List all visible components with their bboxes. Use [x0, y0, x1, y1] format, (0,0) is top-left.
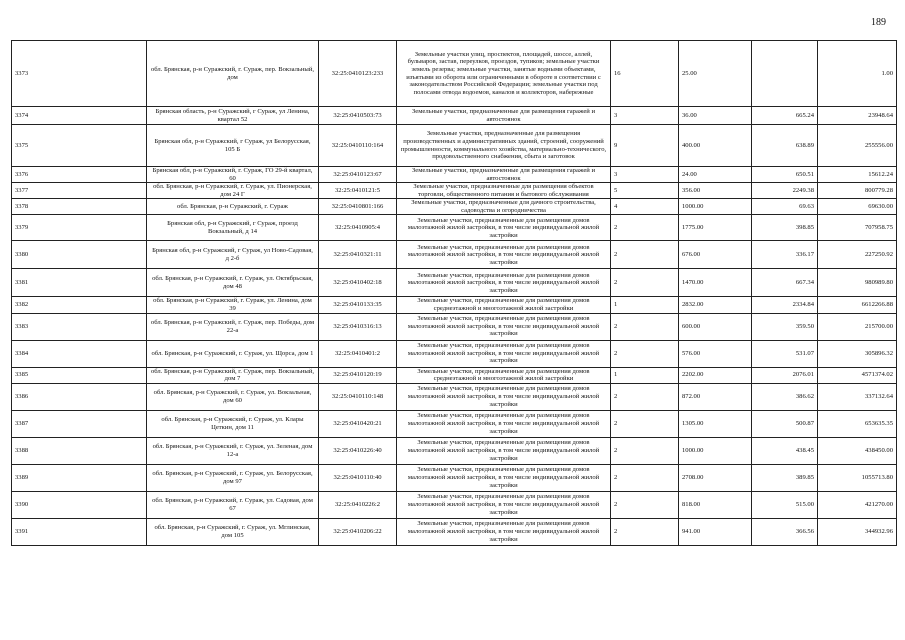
land-use-cell: Земельные участки, предназначенные для размещения домов малоэтажной жилой застройки, в том числе индивидуальной жилой застройки: [397, 313, 611, 340]
address-cell: обл. Брянская, р-н Суражский, г. Сураж, ул. Зеленая, дом 12-а: [147, 437, 319, 464]
land-use-cell: Земельные участки, предназначенные для размещения домов малоэтажной жилой застройки, в том числе индивидуальной жилой застройки: [397, 269, 611, 297]
area-cell: 24.00: [679, 167, 752, 183]
cadastral-number-cell: 32:25:0410120:19: [319, 367, 397, 383]
group-code-cell: 1: [611, 297, 679, 313]
cadastral-number-cell: 32:25:0410123:67: [319, 167, 397, 183]
area-cell: 1775.00: [679, 215, 752, 241]
cadastral-number-cell: 32:25:0410905:4: [319, 215, 397, 241]
cadastral-value-cell: 344932.96: [818, 518, 897, 545]
table-row: [12, 297, 897, 313]
row-number: 3385: [12, 367, 147, 383]
cadastral-number-cell: 32:25:0410110:148: [319, 383, 397, 410]
cadastral-number-cell: 32:25:0410133:35: [319, 297, 397, 313]
group-code-cell: 2: [611, 464, 679, 491]
table-row: [12, 518, 897, 545]
address-cell: обл. Брянская, р-н Суражский, г. Сураж, ул. Вокзальная, дом 60: [147, 383, 319, 410]
unit-value-cell: 650.51: [752, 167, 818, 183]
area-cell: 1470.00: [679, 269, 752, 297]
cadastral-number-cell: 32:25:0410401:2: [319, 340, 397, 367]
unit-value-cell: 638.89: [752, 125, 818, 167]
table-row: [12, 383, 897, 410]
unit-value-cell: 500.87: [752, 410, 818, 437]
table-row: [12, 125, 897, 167]
cadastral-number-cell: 32:25:0410226:40: [319, 437, 397, 464]
cadastral-value-cell: 305896.32: [818, 340, 897, 367]
address-cell: обл. Брянская, р-н Суражский, г. Сураж, пер. Победы, дом 22-а: [147, 313, 319, 340]
area-cell: 941.00: [679, 518, 752, 545]
address-cell: Брянская область, р-н Суражский, г Сураж, ул Ленина, квартал 52: [147, 107, 319, 125]
cadastral-value-cell: 1055713.80: [818, 464, 897, 491]
group-code-cell: 2: [611, 383, 679, 410]
row-number: 3382: [12, 297, 147, 313]
area-cell: 576.00: [679, 340, 752, 367]
land-use-cell: Земельные участки, предназначенные для размещения домов малоэтажной жилой застройки, в том числе индивидуальной жилой застройки: [397, 491, 611, 518]
group-code-cell: 2: [611, 241, 679, 269]
unit-value-cell: 531.07: [752, 340, 818, 367]
cadastral-value-cell: 15612.24: [818, 167, 897, 183]
page-number: 189: [871, 17, 886, 28]
cadastral-number-cell: 32:25:0410503:73: [319, 107, 397, 125]
land-use-cell: Земельные участки, предназначенные для размещения производственных и административных зданий, строений, сооружений промышленности, коммунального хозяйства, материально-технического, продовольственного снабжения, сбыта и заготовок: [397, 125, 611, 167]
row-number: 3388: [12, 437, 147, 464]
table-row: [12, 340, 897, 367]
table-row: [12, 183, 897, 199]
row-number: 3383: [12, 313, 147, 340]
group-code-cell: 3: [611, 107, 679, 125]
group-code-cell: 5: [611, 183, 679, 199]
cadastral-value-cell: 337132.64: [818, 383, 897, 410]
land-use-cell: Земельные участки, предназначенные для размещения домов среднеэтажной и многоэтажной жилой застройки: [397, 297, 611, 313]
address-cell: обл. Брянская, р-н Суражский, г. Сураж: [147, 199, 319, 215]
address-cell: обл. Брянская, р-н Суражский, г. Сураж, ул. Клары Цеткин, дом 11: [147, 410, 319, 437]
area-cell: 36.00: [679, 107, 752, 125]
land-use-cell: Земельные участки, предназначенные для размещения домов малоэтажной жилой застройки, в том числе индивидуальной жилой застройки: [397, 410, 611, 437]
address-cell: обл. Брянская, р-н Суражский, г. Сураж, ул. Мглинская, дом 105: [147, 518, 319, 545]
area-cell: 872.00: [679, 383, 752, 410]
group-code-cell: 2: [611, 491, 679, 518]
address-cell: Брянская обл, р-н Суражский, г Сураж, ул Ново-Садовая, д 2-б: [147, 241, 319, 269]
address-cell: обл. Брянская, р-н Суражский, г. Сураж, ул. Щорса, дом 1: [147, 340, 319, 367]
group-code-cell: 2: [611, 518, 679, 545]
address-cell: обл. Брянская, р-н Суражский, г. Сураж, пер. Вокзальный, дом: [147, 41, 319, 107]
land-use-cell: Земельные участки, предназначенные для размещения домов малоэтажной жилой застройки, в том числе индивидуальной жилой застройки: [397, 437, 611, 464]
land-use-cell: Земельные участки, предназначенные для размещения домов малоэтажной жилой застройки, в том числе индивидуальной жилой застройки: [397, 215, 611, 241]
land-use-cell: Земельные участки, предназначенные для размещения домов малоэтажной жилой застройки, в том числе индивидуальной жилой застройки: [397, 518, 611, 545]
land-use-cell: Земельные участки, предназначенные для размещения домов малоэтажной жилой застройки, в том числе индивидуальной жилой застройки: [397, 383, 611, 410]
group-code-cell: 2: [611, 313, 679, 340]
address-cell: Брянская обл, р-н Суражский, г. Сураж, ГО 29-й квартал, 60: [147, 167, 319, 183]
cadastral-number-cell: 32:25:0410110:164: [319, 125, 397, 167]
table-row: [12, 367, 897, 383]
area-cell: 2832.00: [679, 297, 752, 313]
cadastral-value-cell: 1.00: [818, 41, 897, 107]
row-number: 3391: [12, 518, 147, 545]
cadastral-value-cell: 23948.64: [818, 107, 897, 125]
row-number: 3381: [12, 269, 147, 297]
row-number: 3377: [12, 183, 147, 199]
table-row: [12, 269, 897, 297]
unit-value-cell: 665.24: [752, 107, 818, 125]
address-cell: Брянская обл, р-н Суражский, г Сураж, ул Белорусская, 105 Б: [147, 125, 319, 167]
land-use-cell: Земельные участки, предназначенные для размещения домов малоэтажной жилой застройки, в том числе индивидуальной жилой застройки: [397, 241, 611, 269]
cadastral-value-cell: 6612266.88: [818, 297, 897, 313]
cadastral-value-cell: 421270.00: [818, 491, 897, 518]
group-code-cell: 2: [611, 340, 679, 367]
area-cell: 2708.00: [679, 464, 752, 491]
address-cell: обл. Брянская, р-н Суражский, г. Сураж, пер. Вокзальный, дом 7: [147, 367, 319, 383]
address-cell: обл. Брянская, р-н Суражский, г. Сураж, ул. Октябрьская, дом 48: [147, 269, 319, 297]
group-code-cell: 2: [611, 215, 679, 241]
cadastral-number-cell: 32:25:0410402:18: [319, 269, 397, 297]
cadastral-number-cell: 32:25:0410321:11: [319, 241, 397, 269]
land-use-cell: Земельные участки, предназначенные для размещения домов малоэтажной жилой застройки, в том числе индивидуальной жилой застройки: [397, 464, 611, 491]
cadastral-number-cell: 32:25:0410420:21: [319, 410, 397, 437]
table-row: [12, 107, 897, 125]
row-number: 3374: [12, 107, 147, 125]
area-cell: 400.00: [679, 125, 752, 167]
address-cell: обл. Брянская, р-н Суражский, г. Сураж, ул. Ленина, дом 39: [147, 297, 319, 313]
table-row: [12, 199, 897, 215]
cadastral-number-cell: 32:25:0410123:233: [319, 41, 397, 107]
unit-value-cell: 2076.01: [752, 367, 818, 383]
table-row: [12, 464, 897, 491]
table-row: [12, 241, 897, 269]
area-cell: 25.00: [679, 41, 752, 107]
land-use-cell: Земельные участки, предназначенные для размещения объектов торговли, общественного питания и бытового обслуживания: [397, 183, 611, 199]
group-code-cell: 9: [611, 125, 679, 167]
unit-value-cell: 359.50: [752, 313, 818, 340]
group-code-cell: 16: [611, 41, 679, 107]
group-code-cell: 3: [611, 167, 679, 183]
row-number: 3380: [12, 241, 147, 269]
land-use-cell: Земельные участки, предназначенные для размещения гаражей и автостоянок: [397, 167, 611, 183]
cadastral-value-cell: 980989.80: [818, 269, 897, 297]
cadastral-number-cell: 32:25:0410121:5: [319, 183, 397, 199]
unit-value-cell: 69.63: [752, 199, 818, 215]
unit-value-cell: [752, 41, 818, 107]
area-cell: 1000.00: [679, 199, 752, 215]
row-number: 3386: [12, 383, 147, 410]
group-code-cell: 2: [611, 437, 679, 464]
cadastral-value-cell: 215700.00: [818, 313, 897, 340]
table-row: [12, 410, 897, 437]
row-number: 3390: [12, 491, 147, 518]
area-cell: 1305.00: [679, 410, 752, 437]
table-row: [12, 41, 897, 107]
unit-value-cell: 438.45: [752, 437, 818, 464]
cadastral-value-cell: 707958.75: [818, 215, 897, 241]
cadastral-value-cell: 69630.00: [818, 199, 897, 215]
table-row: [12, 215, 897, 241]
area-cell: 2202.00: [679, 367, 752, 383]
unit-value-cell: 336.17: [752, 241, 818, 269]
land-use-cell: Земельные участки, предназначенные для размещения домов малоэтажной жилой застройки, в том числе индивидуальной жилой застройки: [397, 340, 611, 367]
unit-value-cell: 389.85: [752, 464, 818, 491]
cadastral-value-cell: 653635.35: [818, 410, 897, 437]
group-code-cell: 4: [611, 199, 679, 215]
row-number: 3389: [12, 464, 147, 491]
unit-value-cell: 2249.38: [752, 183, 818, 199]
unit-value-cell: 667.34: [752, 269, 818, 297]
unit-value-cell: 2334.84: [752, 297, 818, 313]
cadastral-number-cell: 32:25:0410316:13: [319, 313, 397, 340]
area-cell: 676.00: [679, 241, 752, 269]
row-number: 3375: [12, 125, 147, 167]
table-row: [12, 491, 897, 518]
table-row: [12, 313, 897, 340]
row-number: 3378: [12, 199, 147, 215]
address-cell: Брянская обл, р-н Суражский, г Сураж, проезд Вокзальный, д 14: [147, 215, 319, 241]
land-use-cell: Земельные участки улиц, проспектов, площадей, шоссе, аллей, бульваров, застав, переулков, проездов, тупиков; земельные участки земель резерва; земельные участки, занятые водными объектами, изъятыми из оборота или ограниченными в обороте в соответствии с законодательством Российской Федерации; земельные участки под полосами отвода водоемов, каналов и коллекторов, набережные: [397, 41, 611, 107]
area-cell: 1000.00: [679, 437, 752, 464]
area-cell: 600.00: [679, 313, 752, 340]
cadastral-value-cell: 255556.00: [818, 125, 897, 167]
address-cell: обл. Брянская, р-н Суражский, г. Сураж, ул. Белорусская, дом 97: [147, 464, 319, 491]
row-number: 3376: [12, 167, 147, 183]
table-row: [12, 437, 897, 464]
address-cell: обл. Брянская, р-н Суражский, г. Сураж, ул. Садовая, дом 67: [147, 491, 319, 518]
area-cell: 356.00: [679, 183, 752, 199]
row-number: 3387: [12, 410, 147, 437]
land-use-cell: Земельные участки, предназначенные для дачного строительства, садоводства и огородничества: [397, 199, 611, 215]
land-parcel-table: [11, 40, 897, 546]
land-use-cell: Земельные участки, предназначенные для размещения гаражей и автостоянок: [397, 107, 611, 125]
cadastral-value-cell: 227250.92: [818, 241, 897, 269]
cadastral-value-cell: 4571374.02: [818, 367, 897, 383]
cadastral-number-cell: 32:25:0410206:22: [319, 518, 397, 545]
cadastral-number-cell: 32:25:0410110:40: [319, 464, 397, 491]
cadastral-number-cell: 32:25:0410801:166: [319, 199, 397, 215]
unit-value-cell: 398.85: [752, 215, 818, 241]
row-number: 3384: [12, 340, 147, 367]
unit-value-cell: 366.56: [752, 518, 818, 545]
group-code-cell: 2: [611, 410, 679, 437]
cadastral-number-cell: 32:25:0410226:2: [319, 491, 397, 518]
unit-value-cell: 515.00: [752, 491, 818, 518]
area-cell: 818.00: [679, 491, 752, 518]
row-number: 3379: [12, 215, 147, 241]
unit-value-cell: 386.62: [752, 383, 818, 410]
address-cell: обл. Брянская, р-н Суражский, г. Сураж, ул. Пионерская, дом 24 Г: [147, 183, 319, 199]
cadastral-value-cell: 438450.00: [818, 437, 897, 464]
row-number: 3373: [12, 41, 147, 107]
land-use-cell: Земельные участки, предназначенные для размещения домов среднеэтажной и многоэтажной жилой застройки: [397, 367, 611, 383]
group-code-cell: 1: [611, 367, 679, 383]
cadastral-value-cell: 800779.28: [818, 183, 897, 199]
group-code-cell: 2: [611, 269, 679, 297]
table-row: [12, 167, 897, 183]
